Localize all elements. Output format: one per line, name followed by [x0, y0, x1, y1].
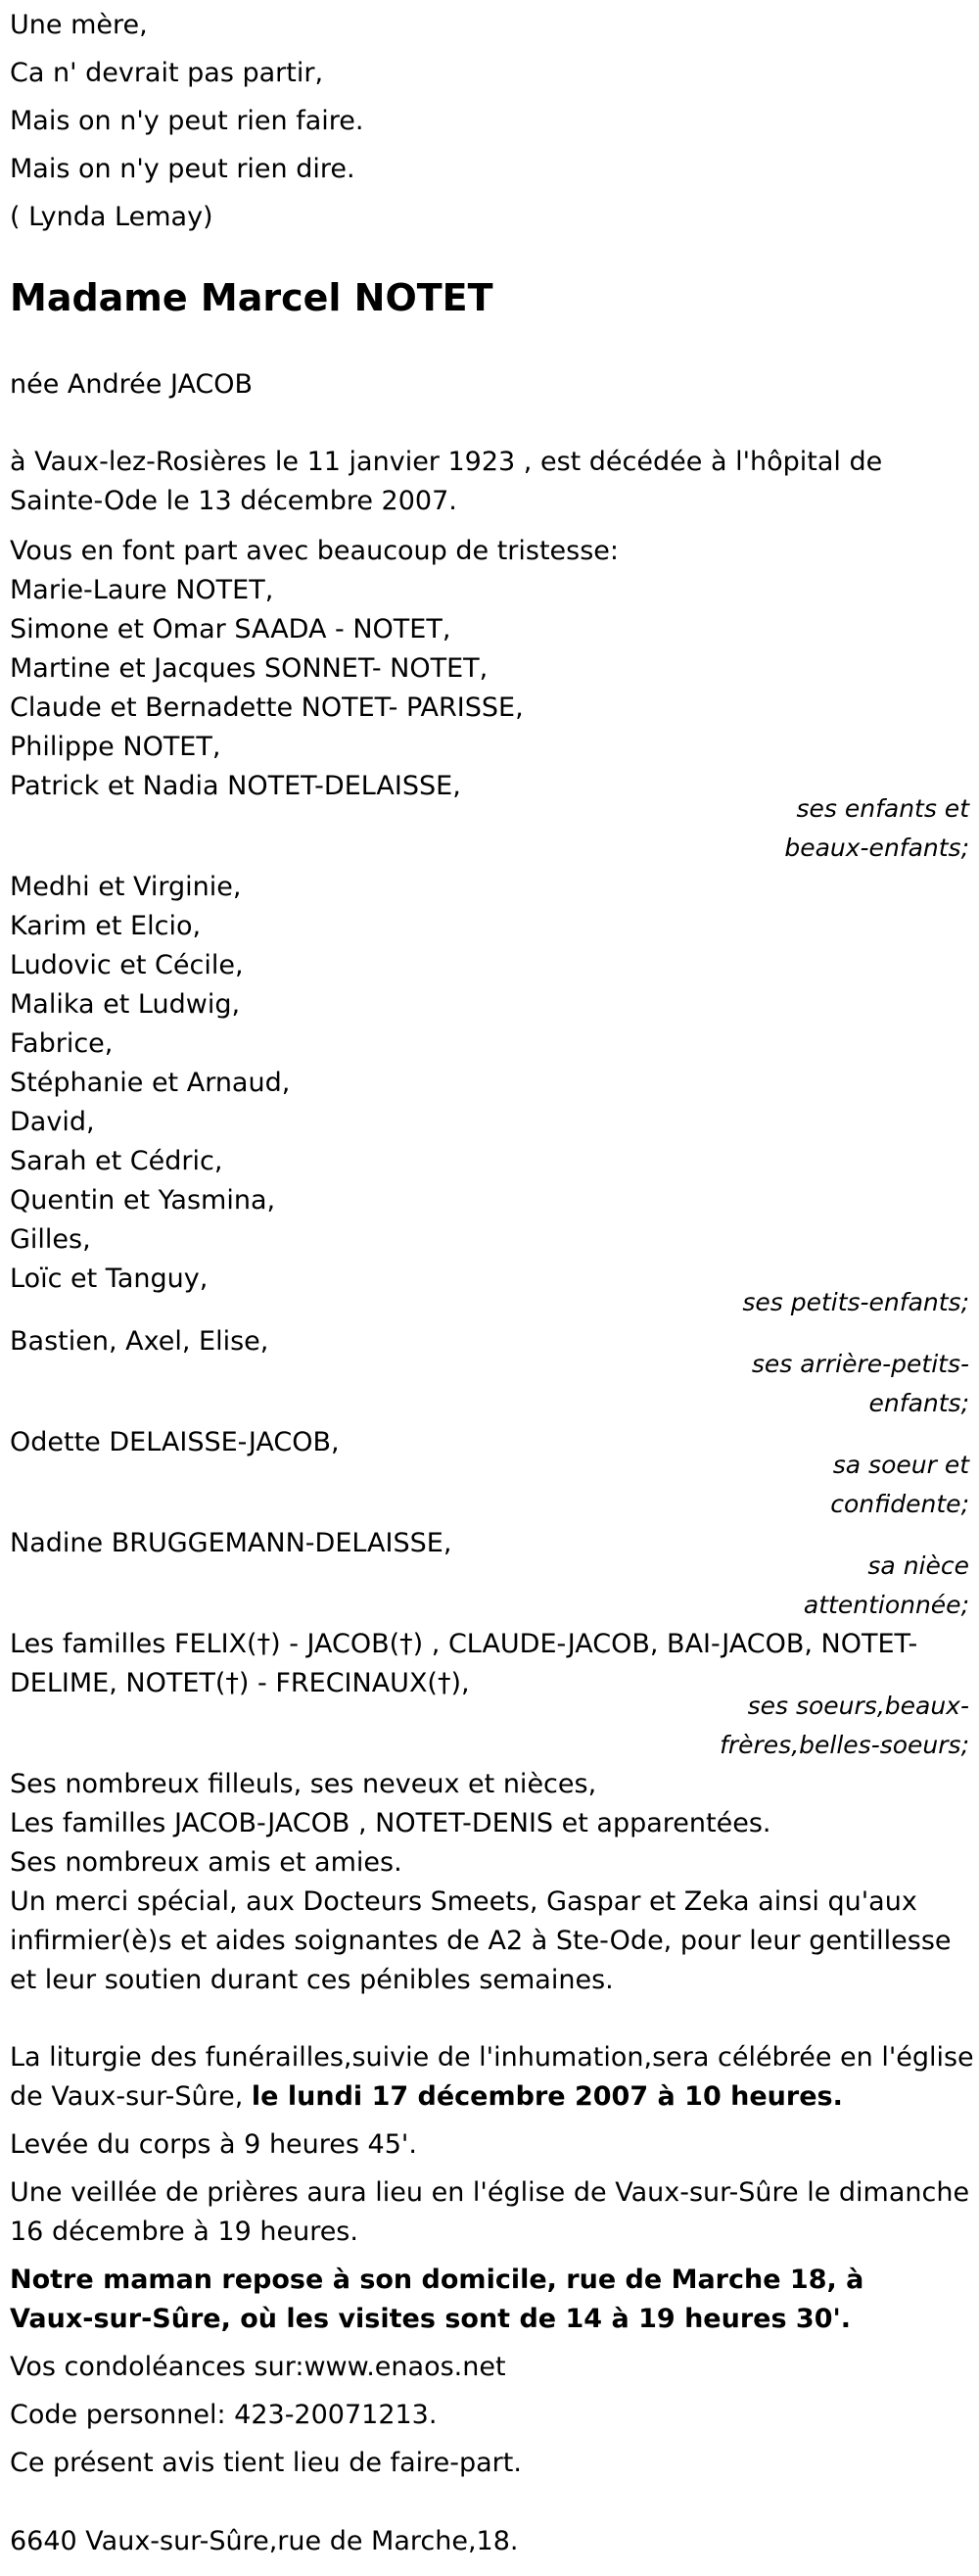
grandchild-entry: Gilles,	[10, 1224, 91, 1255]
niece-role: attentionnée;	[803, 1591, 969, 1619]
repose-line: Notre maman repose à son domicile, rue de Marche 18, à	[10, 2265, 864, 2295]
veillee-line: 16 décembre à 19 heures.	[10, 2217, 358, 2247]
birth-name: née Andrée JACOB	[10, 369, 254, 400]
grandchild-entry: Loïc et Tanguy,	[10, 1264, 209, 1294]
families-role: ses soeurs,beaux-	[747, 1692, 969, 1720]
families-entry: DELIME, NOTET(†) - FRECINAUX(†),	[10, 1668, 470, 1698]
great-grandchildren-role: ses arrière-petits-	[751, 1350, 969, 1378]
repose-line: Vaux-sur-Sûre, où les visites sont de 14 à 19 heures 30'.	[10, 2304, 852, 2334]
liturgy-place: de Vaux-sur-Sûre,	[10, 2081, 252, 2112]
poem-line: Une mère,	[10, 10, 148, 40]
grandchild-entry: Ludovic et Cécile,	[10, 950, 244, 980]
grandchild-entry: Sarah et Cédric,	[10, 1146, 223, 1176]
child-entry: Claude et Bernadette NOTET- PARISSE,	[10, 692, 524, 723]
poem-line: Mais on n'y peut rien dire.	[10, 154, 355, 184]
sister-entry: Odette DELAISSE-JACOB,	[10, 1427, 340, 1457]
grandchild-entry: Karim et Elcio,	[10, 911, 202, 941]
great-grandchildren-role: enfants;	[868, 1389, 969, 1417]
families-role: frères,belles-soeurs;	[720, 1731, 969, 1759]
intro-text: Vous en font part avec beaucoup de tristesse:	[10, 536, 620, 566]
liturgy-line: La liturgie des funérailles,suivie de l'inhumation,sera célébrée en l'église	[10, 2042, 974, 2073]
great-grandchildren-entry: Bastien, Axel, Elise,	[10, 1326, 269, 1357]
sister-role: sa soeur et	[832, 1451, 969, 1479]
grandchild-entry: Stéphanie et Arnaud,	[10, 1068, 291, 1098]
children-role: beaux-enfants;	[784, 834, 969, 862]
grandchild-entry: Quentin et Yasmina,	[10, 1185, 276, 1216]
children-role: ses enfants et	[796, 794, 969, 823]
page-title: Madame Marcel NOTET	[10, 276, 493, 319]
grandchild-entry: David,	[10, 1107, 95, 1137]
niece-entry: Nadine BRUGGEMANN-DELAISSE,	[10, 1528, 452, 1558]
child-entry: Martine et Jacques SONNET- NOTET,	[10, 653, 489, 684]
thanks-line: et leur soutien durant ces pénibles semaines.	[10, 1965, 614, 1995]
liturgy-date: le lundi 17 décembre 2007 à 10 heures.	[251, 2081, 843, 2112]
levee-text: Levée du corps à 9 heures 45'.	[10, 2129, 417, 2160]
condolences-text: Vos condoléances sur:www.enaos.net	[10, 2352, 506, 2382]
grandchild-entry: Fabrice,	[10, 1028, 114, 1059]
others-line: Ses nombreux amis et amies.	[10, 1847, 402, 1878]
poem-line: Mais on n'y peut rien faire.	[10, 106, 364, 136]
birth-death-line: Sainte-Ode le 13 décembre 2007.	[10, 486, 457, 516]
thanks-line: infirmier(è)s et aides soignantes de A2 à Ste-Ode, pour leur gentillesse	[10, 1926, 952, 1956]
grandchild-entry: Medhi et Virginie,	[10, 872, 242, 902]
liturgy-line	[10, 2077, 843, 2117]
poem-line: Ca n' devrait pas partir,	[10, 58, 324, 88]
others-line: Ses nombreux filleuls, ses neveux et nièces,	[10, 1769, 597, 1799]
families-entry: Les familles FELIX(†) - JACOB(†) , CLAUDE-JACOB, BAI-JACOB, NOTET-	[10, 1629, 918, 1659]
poem-author: ( Lynda Lemay)	[10, 202, 213, 232]
sister-role: confidente;	[830, 1490, 969, 1518]
child-entry: Patrick et Nadia NOTET-DELAISSE,	[10, 771, 461, 801]
niece-role: sa nièce	[867, 1551, 969, 1580]
code-text: Code personnel: 423-20071213.	[10, 2400, 438, 2430]
veillee-line: Une veillée de prières aura lieu en l'église de Vaux-sur-Sûre le dimanche	[10, 2177, 970, 2208]
thanks-line: Un merci spécial, aux Docteurs Smeets, Gaspar et Zeka ainsi qu'aux	[10, 1886, 917, 1917]
child-entry: Simone et Omar SAADA - NOTET,	[10, 614, 451, 644]
grandchildren-role: ses petits-enfants;	[742, 1288, 969, 1316]
child-entry: Philippe NOTET,	[10, 732, 221, 762]
child-entry: Marie-Laure NOTET,	[10, 575, 274, 605]
birth-death-line: à Vaux-lez-Rosières le 11 janvier 1923 , est décédée à l'hôpital de	[10, 447, 883, 477]
notice-text: Ce présent avis tient lieu de faire-part.	[10, 2448, 522, 2478]
grandchild-entry: Malika et Ludwig,	[10, 989, 241, 1020]
others-line: Les familles JACOB-JACOB , NOTET-DENIS et apparentées.	[10, 1808, 771, 1838]
address-text: 6640 Vaux-sur-Sûre,rue de Marche,18.	[10, 2526, 519, 2556]
